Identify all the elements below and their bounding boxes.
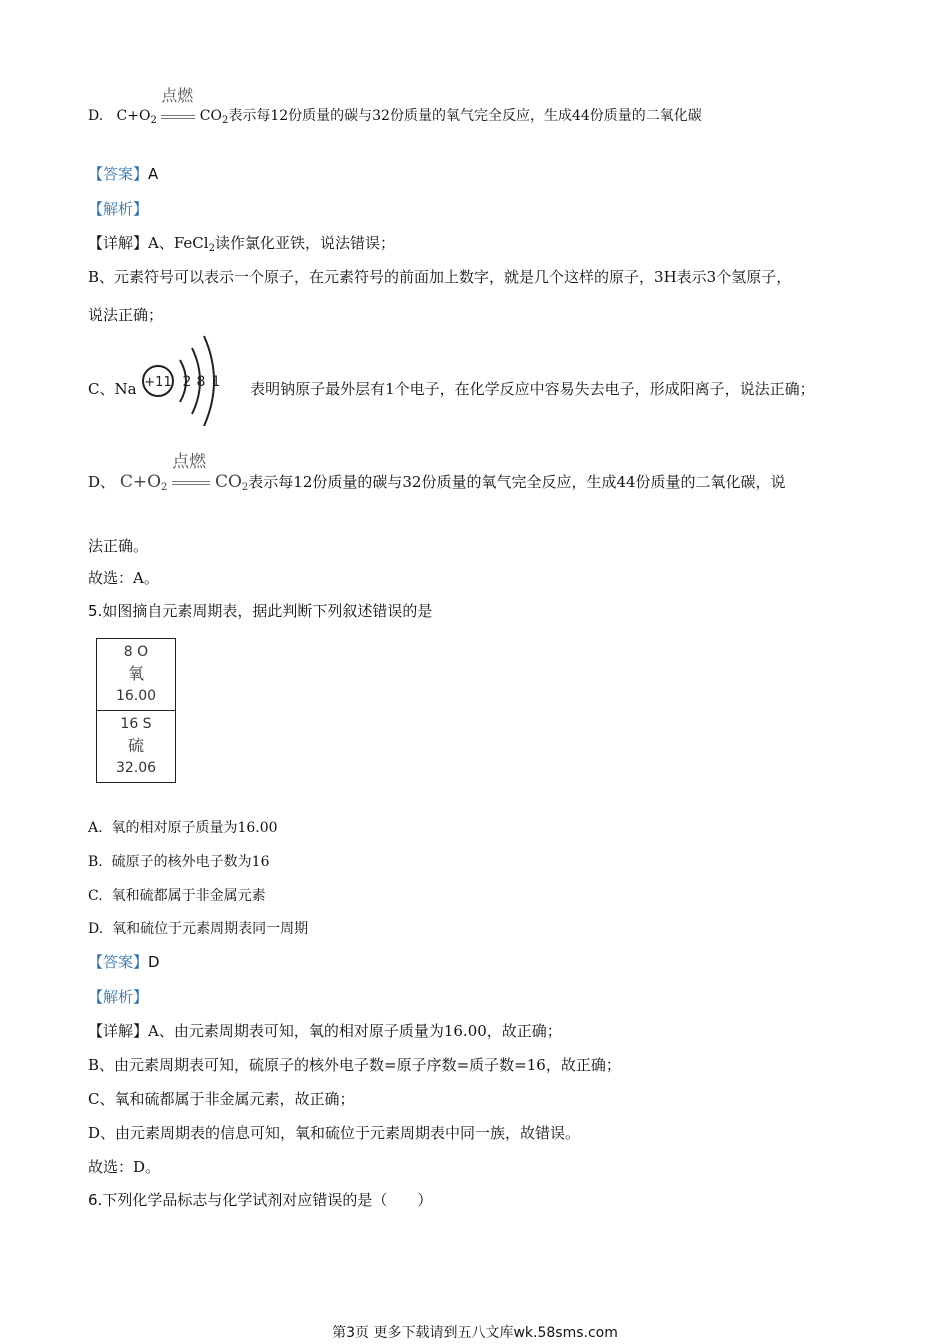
page-footer: 第3页 更多下载请到五八文库wk.58sms.com [332, 1325, 618, 1341]
q4-choose: 故选：A。 [88, 569, 159, 587]
q4-detail-c: C、Na 表明钠原子最外层有1个电子，在化学反应中容易失去电子，形成阳离子，说法正确； [88, 380, 815, 398]
q5-detail-c: C、氧和硫都属于非金属元素，故正确； [88, 1090, 355, 1108]
element-cell-oxygen: 8 O 氧 16.00 [115, 644, 157, 704]
equation-product: $CO_2$ [199, 108, 229, 126]
element-cell-sulfur: 16 S 硫 32.06 [97, 710, 175, 782]
periodic-table-excerpt [96, 638, 176, 783]
q5-analysis-tag: 【解析】 [88, 988, 149, 1006]
detail-d-product: $CO_2$ [214, 472, 249, 493]
q6-stem: 6.下列化学品标志与化学试剂对应错误的是（ ） [88, 1191, 433, 1209]
q4-answer: 【答案】A [88, 165, 159, 183]
nucleus-charge: +11 [144, 375, 172, 390]
q4-analysis-tag: 【解析】 [88, 200, 149, 218]
equation-reactants: $C+O_2$ [116, 108, 157, 126]
q5-detail-b: B、由元素周期表可知，硫原子的核外电子数=原子序数=质子数=16，故正确； [88, 1056, 621, 1074]
q4-detail-b-line2: 说法正确； [88, 306, 164, 324]
q4-detail-a: 【详解】A、FeCl$_2$读作氯化亚铁，说法错误； [88, 234, 395, 254]
q4-option-d: D. $C+O_2$ 点燃 $CO_2$表示每12份质量的碳与32份质量的氧气完全反应，生成44份质量的二氧化碳 [88, 86, 702, 126]
sodium-atom-structure-diagram [136, 330, 226, 426]
q5-option-b: B. 硫原子的核外电子数为16 [88, 854, 270, 870]
q5-detail-d: D、由元素周期表的信息可知，氧和硫位于元素周期表中同一族，故错误。 [88, 1124, 581, 1142]
shell-2-electrons: 8 [196, 374, 206, 390]
q5-stem: 5.如图摘自元素周期表，据此判断下列叙述错误的是 [88, 602, 433, 620]
q5-option-d: D. 氧和硫位于元素周期表同一周期 [88, 921, 309, 937]
detail-d-condition-arrow: 点燃 [172, 472, 210, 492]
shell-3-electrons: 1 [211, 374, 221, 390]
q5-option-c: C. 氧和硫都属于非金属元素 [88, 888, 266, 904]
q5-choose: 故选：D。 [88, 1158, 161, 1176]
reaction-condition-arrow: 点燃 [161, 106, 195, 126]
q5-detail-a: 【详解】A、由元素周期表可知，氧的相对原子质量为16.00，故正确； [88, 1022, 562, 1040]
q4-detail-d: D、 $C+O_2$ 点燃 $CO_2$表示每12份质量的碳与32份质量的氧气完全反应，生成44份质量的二氧化碳，说 [88, 452, 786, 493]
detail-d-reactants: $C+O_2$ [119, 472, 168, 493]
q5-answer: 【答案】D [88, 953, 160, 971]
q5-option-a: A. 氧的相对原子质量为16.00 [88, 820, 278, 836]
q4-detail-d-line2: 法正确。 [88, 537, 149, 555]
q4-detail-b-line1: B、元素符号可以表示一个原子，在元素符号的前面加上数字，就是几个这样的原子，3H表示3个氢原子， [88, 268, 792, 286]
shell-1-electrons: 2 [182, 374, 192, 390]
